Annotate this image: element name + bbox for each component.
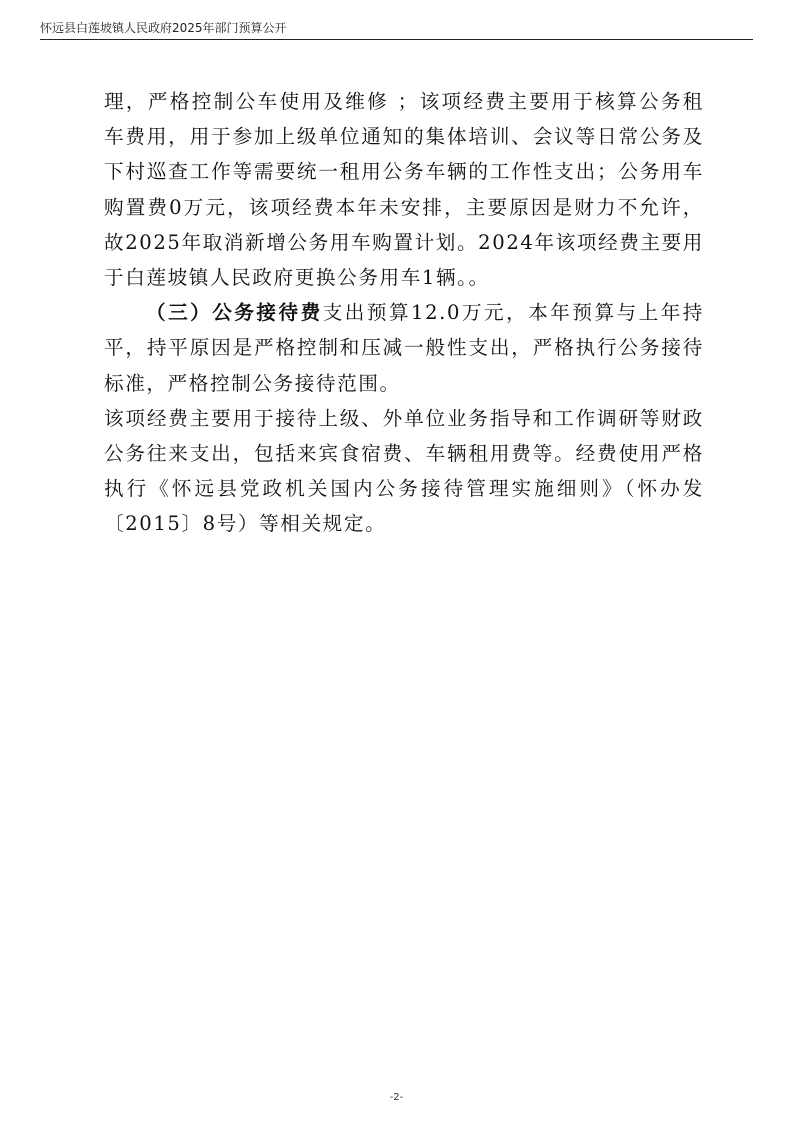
page-header [40,19,753,40]
section-text-reception: 支出预算12.0万元，本年预算与上年持平，持平原因是严格控制和压减一般性支出，严格执行公务接待标准，严格控制公务接待范围。 [104,301,704,395]
page-number: -2- [389,1092,404,1103]
section-heading-reception: （三）公务接待费 [146,301,323,325]
header-title: 怀远县白莲坡镇人民政府2025年部门预算公开 [40,21,287,35]
paragraph-vehicle-expenses: 理，严格控制公车使用及维修 ；该项经费主要用于核算公务租车费用，用于参加上级单位通知的集体培训、会议等日常公务及下村巡查工作等需要统一租用公务车辆的工作性支出；公务用车购置费0万元，该项经费本年未安排，主要原因是财力不允许，故2025年取消新增公务用车购置计划。2024年该项经费主要用于白莲坡镇人民政府更换公务用车1辆。。 [104,90,704,290]
paragraph-reception-expenses [104,295,704,401]
document-body [104,84,704,542]
page-footer [0,1092,793,1103]
paragraph-reception-usage: 该项经费主要用于接待上级、外单位业务指导和工作调研等财政公务往来支出，包括来宾食宿费、车辆租用费等。经费使用严格执行《怀远县党政机关国内公务接待管理实施细则》（怀办发〔2015〕8号）等相关规定。 [104,406,704,536]
